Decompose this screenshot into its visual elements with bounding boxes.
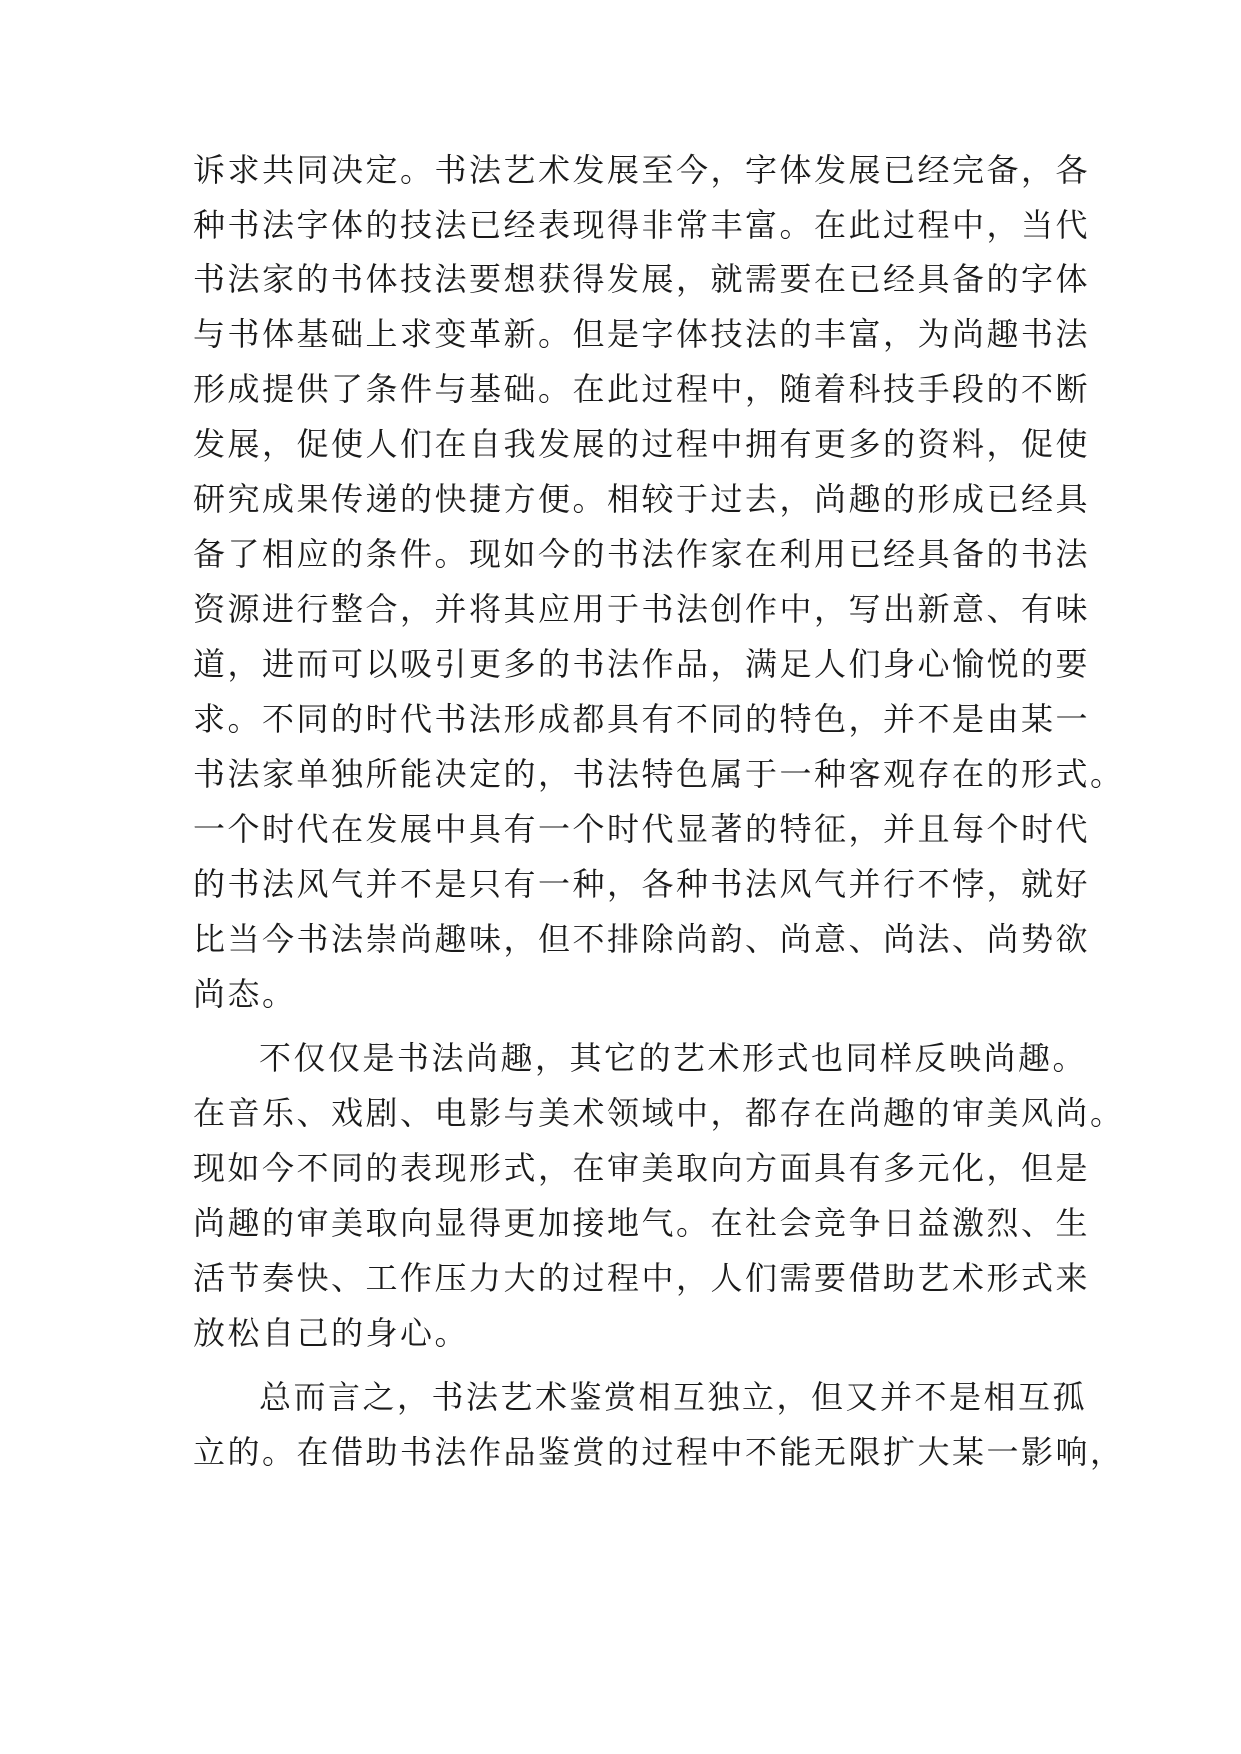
paragraph-line: 资源进行整合，并将其应用于书法创作中，写出新意、有味 — [193, 590, 1091, 628]
paragraph-line: 研究成果传递的快捷方便。相较于过去，尚趣的形成已经具 — [193, 480, 1091, 518]
paragraph-line: 备了相应的条件。现如今的书法作家在利用已经具备的书法 — [193, 535, 1091, 573]
paragraph-line: 总而言之，书法艺术鉴赏相互独立，但又并不是相互孤 — [259, 1378, 1088, 1416]
paragraph-line: 尚态。 — [193, 975, 297, 1013]
paragraph-line: 与书体基础上求变革新。但是字体技法的丰富，为尚趣书法 — [193, 315, 1091, 353]
paragraph-line: 立的。在借助书法作品鉴赏的过程中不能无限扩大某一影响， — [193, 1433, 1125, 1471]
paragraph-line: 发展，促使人们在自我发展的过程中拥有更多的资料，促使 — [193, 425, 1091, 463]
paragraph-line: 种书法字体的技法已经表现得非常丰富。在此过程中，当代 — [193, 206, 1091, 244]
paragraph-line: 一个时代在发展中具有一个时代显著的特征，并且每个时代 — [193, 810, 1091, 848]
paragraph-line: 道，进而可以吸引更多的书法作品，满足人们身心愉悦的要 — [193, 645, 1091, 683]
paragraph-line: 求。不同的时代书法形成都具有不同的特色，并不是由某一 — [193, 700, 1091, 738]
paragraph-line: 尚趣的审美取向显得更加接地气。在社会竞争日益激烈、生 — [193, 1204, 1091, 1242]
paragraph-line: 诉求共同决定。书法艺术发展至今，字体发展已经完备，各 — [193, 151, 1091, 189]
paragraph-line: 活节奏快、工作压力大的过程中，人们需要借助艺术形式来 — [193, 1259, 1091, 1297]
paragraph-line: 现如今不同的表现形式，在审美取向方面具有多元化，但是 — [193, 1149, 1091, 1187]
paragraph-line: 书法家的书体技法要想获得发展，就需要在已经具备的字体 — [193, 260, 1091, 298]
paragraph-line: 书法家单独所能决定的，书法特色属于一种客观存在的形式。 — [193, 755, 1125, 793]
paragraph-line: 放松自己的身心。 — [193, 1314, 470, 1352]
paragraph-line: 的书法风气并不是只有一种，各种书法风气并行不悖，就好 — [193, 865, 1091, 903]
paragraph-line: 在音乐、戏剧、电影与美术领域中，都存在尚趣的审美风尚。 — [193, 1094, 1125, 1132]
paragraph-line: 形成提供了条件与基础。在此过程中，随着科技手段的不断 — [193, 370, 1091, 408]
paragraph-line: 不仅仅是书法尚趣，其它的艺术形式也同样反映尚趣。 — [259, 1039, 1088, 1077]
paragraph-line: 比当今书法崇尚趣味，但不排除尚韵、尚意、尚法、尚势欲 — [193, 920, 1091, 958]
